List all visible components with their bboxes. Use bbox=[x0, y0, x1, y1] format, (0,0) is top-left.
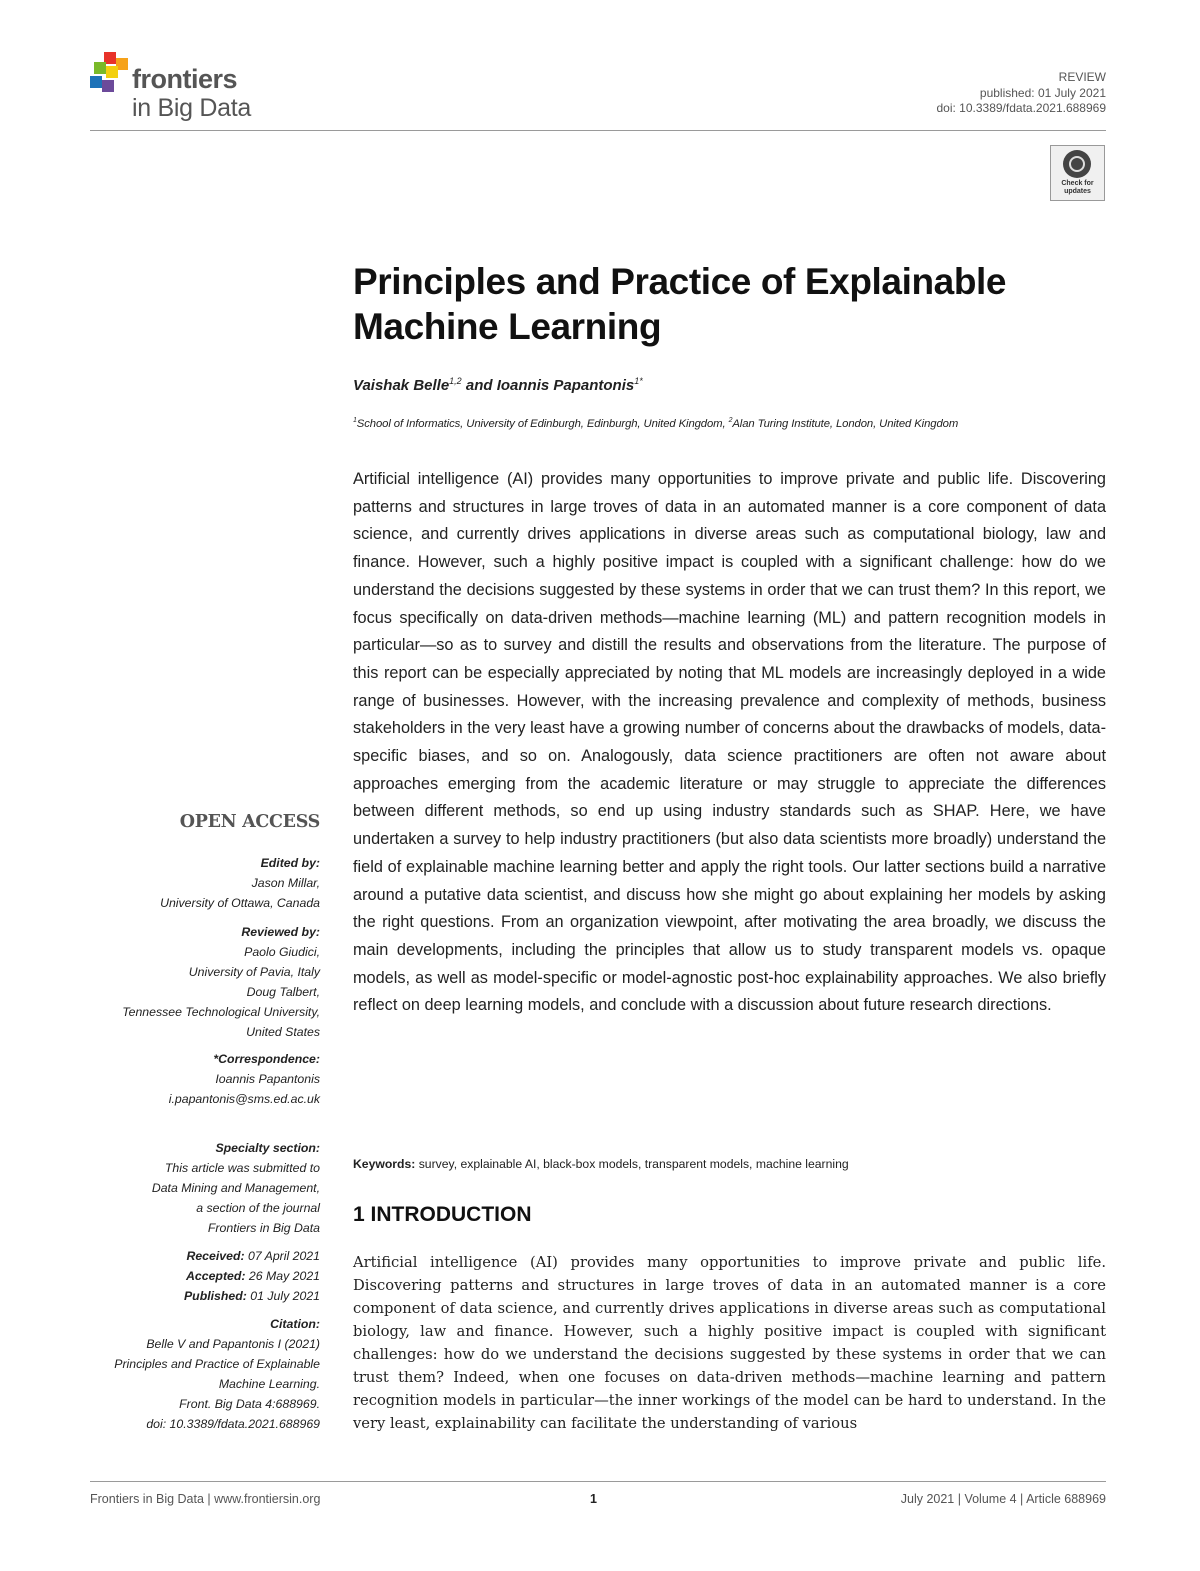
check-updates-label: Check for updates bbox=[1061, 180, 1094, 195]
published-date-sidebar: Published: 01 July 2021 bbox=[183, 1289, 320, 1303]
published-date: published: 01 July 2021 bbox=[979, 85, 1106, 100]
footer-journal-link[interactable]: Frontiers in Big Data | www.frontiersin.org bbox=[90, 1492, 321, 1506]
journal-logo bbox=[90, 50, 290, 120]
specialty-line: Data Mining and Management, bbox=[151, 1181, 320, 1195]
logo-brand-text: frontiers bbox=[132, 64, 238, 94]
citation-section bbox=[114, 1314, 320, 1434]
section-heading: 1 INTRODUCTION bbox=[353, 1203, 532, 1226]
logo-journal-text: in Big Data bbox=[132, 94, 251, 122]
citation-doi-link[interactable]: doi: 10.3389/fdata.2021.688969 bbox=[146, 1417, 320, 1431]
abstract-text: Artificial intelligence (AI) provides many opportunities to improve private and public life. Discovering patterns and structures in large troves of data in an automated manner is a core component of data science, and currently drives applications in diverse areas such as computational biology, law and finance. However, such a highly positive impact is coupled with a significant challenge: how do we understand the decisions suggested by these systems in order that we can trust them? In this report, we focus specifically on data-driven methods—machine learning (ML) and pattern recognition models in particular—so as to survey and distill the results and observations from the literature. The purpose of this report can be especially appreciated by noting that ML models are increasingly deployed in a wide range of businesses. However, with the increasing prevalence and complexity of methods, business stakeholders in the very least have a growing number of concerns about the drawbacks of models, data-specific biases, and so on. Analogously, data science practitioners are often not aware about approaches emerging from the academic literature or may struggle to appreciate the differences between different methods, so end up using industry standards such as SHAP. Here, we have undertaken a survey to help industry practitioners (but also data scientists more broadly) understand the field of explainable machine learning better and apply the right tools. Our latter sections build a narrative around a putative data scientist, and discuss how she might go about explaining her models by asking the right questions. From an organization viewpoint, after motivating the area broadly, we discuss the main developments, including the principles that allow us to study transparent models vs. opaque models, as well as model-specific or model-agnostic post-hoc explainability approaches. We also briefly reflect on deep learning models, and conclude with a discussion about future research directions. bbox=[353, 470, 1106, 1015]
specialty-section bbox=[152, 1138, 320, 1238]
author-separator: and bbox=[461, 377, 497, 394]
page-number: 1 bbox=[590, 1492, 597, 1506]
affiliations: $^1$School of Informatics, University of Edinburgh, Edinburgh, United Kingdom, $^2$Alan Turing Institute, London, United Kingdom bbox=[353, 417, 959, 430]
affiliation-1: School of Informatics, University of Edinburgh, Edinburgh, United Kingdom, bbox=[356, 417, 729, 430]
citation-line: Principles and Practice of Explainable bbox=[114, 1357, 320, 1371]
reviewed-by-label: Reviewed by: bbox=[241, 925, 320, 939]
article-title: Principles and Practice of Explainable Machine Learning bbox=[353, 261, 1007, 347]
intro-paragraph: Artificial intelligence (AI) provides many opportunities to improve private and public life. Discovering patterns and structures in large troves of data in an automated manner is a core component of data science, and currently drives applications in diverse areas such as computational biology, law and finance. However, such a highly positive impact is coupled with significant challenges: how do we understand the decisions suggested by these systems in order that we can trust them? Indeed, when one focuses on data-driven methods—machine learning and pattern recognition models in particular—the inner workings of the model can be hard to understand. In the very least, explainability can facilitate the understanding of various bbox=[353, 1254, 1106, 1432]
author-list bbox=[353, 376, 643, 394]
citation-label: Citation: bbox=[270, 1317, 320, 1331]
reviewer-affiliation: University of Pavia, Italy bbox=[188, 965, 320, 979]
specialty-line: This article was submitted to bbox=[164, 1161, 320, 1175]
citation-line: Front. Big Data 4:688969. bbox=[179, 1397, 320, 1411]
received-date: Received: 07 April 2021 bbox=[186, 1249, 320, 1263]
correspondence-section bbox=[169, 1049, 320, 1109]
article-type: REVIEW bbox=[1058, 70, 1106, 84]
correspondence-label: *Correspondence: bbox=[213, 1052, 320, 1066]
citation-line: Belle V and Papantonis I (2021) bbox=[146, 1337, 320, 1351]
check-for-updates-button[interactable] bbox=[1050, 145, 1105, 201]
editor-affiliation: University of Ottawa, Canada bbox=[160, 896, 320, 910]
correspondence-name: Ioannis Papantonis bbox=[215, 1072, 320, 1086]
keywords-label: Keywords: bbox=[353, 1157, 416, 1171]
frontiers-logo-icon bbox=[90, 52, 130, 96]
author-name[interactable]: Ioannis Papantonis bbox=[496, 377, 635, 394]
keywords-list: survey, explainable AI, black-box models, transparent models, machine learning bbox=[418, 1157, 849, 1171]
article-meta bbox=[937, 70, 1107, 117]
editor-name[interactable]: Jason Millar, bbox=[251, 876, 320, 890]
specialty-line: a section of the journal bbox=[196, 1201, 320, 1215]
dates-section bbox=[184, 1246, 320, 1306]
edited-by-section bbox=[160, 853, 320, 913]
affiliation-2: Alan Turing Institute, London, United Kingdom bbox=[732, 417, 959, 430]
open-access-label: OPEN ACCESS bbox=[179, 812, 320, 832]
footer-divider bbox=[90, 1481, 1106, 1482]
author-affil-marker: 1,2 bbox=[449, 376, 462, 386]
reviewer-name[interactable]: Paolo Giudici, bbox=[244, 945, 320, 959]
keywords bbox=[353, 1157, 849, 1171]
edited-by-label: Edited by: bbox=[260, 856, 320, 870]
article-doi[interactable]: doi: 10.3389/fdata.2021.688969 bbox=[936, 101, 1106, 115]
footer-issue-info: July 2021 | Volume 4 | Article 688969 bbox=[900, 1492, 1106, 1506]
citation-line: Machine Learning. bbox=[218, 1377, 320, 1391]
reviewed-by-section bbox=[122, 922, 320, 1042]
reviewer-affiliation: Tennessee Technological University, bbox=[122, 1005, 320, 1019]
specialty-line: Frontiers in Big Data bbox=[207, 1221, 320, 1235]
header-divider bbox=[90, 130, 1106, 131]
author-affil-marker: 1* bbox=[634, 376, 643, 386]
author-name[interactable]: Vaishak Belle bbox=[353, 377, 450, 394]
reviewer-affiliation: United States bbox=[246, 1025, 320, 1039]
check-updates-icon bbox=[1063, 150, 1091, 178]
specialty-label: Specialty section: bbox=[215, 1141, 320, 1155]
correspondence-email-link[interactable]: i.papantonis@sms.ed.ac.uk bbox=[168, 1092, 320, 1106]
accepted-date: Accepted: 26 May 2021 bbox=[186, 1269, 320, 1283]
reviewer-name[interactable]: Doug Talbert, bbox=[246, 985, 320, 999]
